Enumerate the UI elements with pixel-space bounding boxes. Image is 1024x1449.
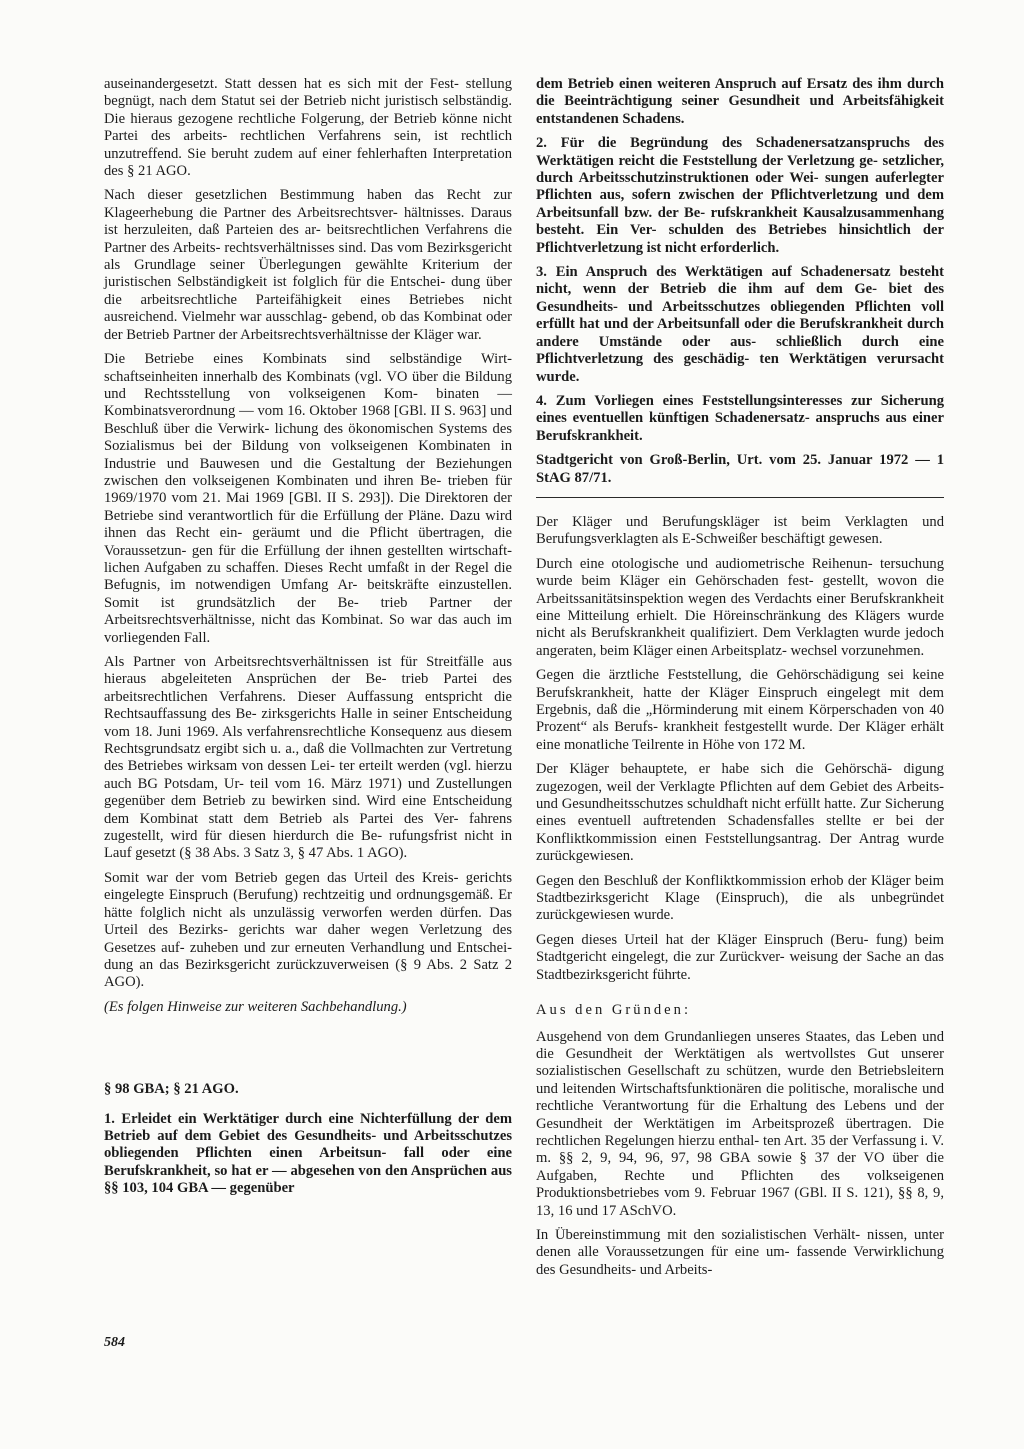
facts-paragraph: Gegen dieses Urteil hat der Kläger Einspruch (Beru- fung) beim Stadtgericht eingelegt, die zur Zurückver- weisung der Sache an das Stadtbezirksgericht führte. (536, 931, 944, 983)
headnote-4: 4. Zum Vorliegen eines Feststellungsinteresses zur Sicherung eines eventuellen künftigen Schadenersatz- anspruchs aus einer Berufskrankheit. (536, 392, 944, 444)
body-paragraph: Nach dieser gesetzlichen Bestimmung haben das Recht zur Klageerhebung die Partner des Arbeitsrechtsver- hältnisses. Daraus ist herzuleiten, daß Parteien des ar- beitsrechtlichen Verfahrens die Partner des Arbeits- rechtsverhältnisses sind. Das vom Bezirksgericht als Grundlage seiner Überlegungen gewählte Kriterium der juristischen Selbständigkeit ist folglich für die Entschei- dung über die arbeitsrechtliche Parteifähigkeit eines Betriebes nicht ausreichend. Vielmehr war ausschlag- gebend, ob das Kombinat oder der Betrieb Partner der Arbeitsrechtsverhältnisse der Kläger war. (104, 187, 512, 343)
facts-paragraph: Gegen den Beschluß der Konfliktkommission erhob der Kläger beim Stadtbezirksgericht Klage (Einspruch), die als unbegründet zurückgewiesen wurde. (536, 872, 944, 924)
headnote-1-continued: dem Betrieb einen weiteren Anspruch auf Ersatz des ihm durch die Beeinträchtigung seiner Gesundheit und Arbeitsfähigkeit entstandenen Schadens. (536, 76, 944, 127)
body-paragraph: Als Partner von Arbeitsrechtsverhältnissen ist für Streitfälle aus hieraus abgeleiteten Ansprüchen der Be- trieb Partei des arbeitsrechtlichen Verfahrens. Dieser Auffassung entspricht die Rechtsauffassung des Be- zirksgerichts Halle in seiner Entscheidung vom 18. Juni 1969. Als verfahrensrechtliche Konsequenz aus diesem Rechtsgrundsatz ergibt sich u. a., daß die Vollmachten zur Vertretung des Betriebes wirksam von dessen Lei- ter erteilt werden (vgl. hierzu auch BG Potsdam, Ur- teil vom 16. März 1971) und Zustellungen gegenüber dem Betrieb zu bewirken sind. Wird eine Entscheidung dem Kombinat statt dem Betrieb als Partei des Ver- fahrens zugestellt, wird für diesen hierdurch die Be- rufungsfrist nicht in Lauf gesetzt (§ 38 Abs. 3 Satz 3, § 47 Abs. 1 AGO). (104, 654, 512, 862)
section-spacer (104, 1023, 512, 1081)
headnote-1: 1. Erleidet ein Werktätiger durch eine Nichterfüllung der dem Betrieb auf dem Gebiet des Gesundheits- und Arbeitsschutzes obliegenden Pflichten einen Arbeitsun- fall oder eine Berufskrankheit, so hat er — abgesehen von den Ansprüchen aus §§ 103, 104 GBA — gegenüber (104, 1110, 512, 1197)
court-citation: Stadtgericht von Groß-Berlin, Urt. vom 25. Januar 1972 — 1 StAG 87/71. (536, 452, 944, 486)
right-column (536, 76, 944, 1286)
section-heading: § 98 GBA; § 21 AGO. (104, 1081, 239, 1098)
body-paragraph: auseinandergesetzt. Statt dessen hat es sich mit der Fest- stellung begnügt, nach dem Statut sei der Betrieb nicht juristisch selbständig. Die hieraus gezogene rechtliche Folgerung, der Betrieb könne nicht Partei des arbeits- rechtlichen Verfahrens sein, ist rechtlich unzutreffend. Sie beruht zudem auf einer fehlerhaften Interpretation des § 21 AGO. (104, 76, 512, 180)
facts-paragraph: Gegen die ärztliche Feststellung, die Gehörschädigung sei keine Berufskrankheit, hatte der Kläger Einspruch eingelegt mit dem Ergebnis, daß die „Hörminderung mit einem Körperschaden von 40 Prozent“ als Berufs- krankheit festgestellt wurde. Der Kläger erhält eine monatliche Teilrente in Höhe von 172 M. (536, 667, 944, 753)
reasons-paragraph: In Übereinstimmung mit den sozialistischen Verhält- nissen, unter denen alle Voraussetzungen für eine um- fassende Verwirklichung des Gesundheits- und Arbeits- (536, 1226, 944, 1278)
facts-paragraph: Der Kläger und Berufungskläger ist beim Verklagten und Berufungsverklagten als E-Schweißer beschäftigt gewesen. (536, 513, 944, 548)
page-number: 584 (104, 1335, 125, 1350)
headnote-2: 2. Für die Begründung des Schadenersatzanspruchs des Werktätigen reicht die Feststellung der Verletzung ge- setzlicher, durch Arbeitsschutzinstruktionen oder Wei- sungen auferlegter Pflichten aus, sofern zwischen der Pflichtverletzung und dem Arbeitsunfall bzw. der Be- rufskrankheit Kausalzusammenhang besteht. Ein Ver- schulden des Betriebes hinsichtlich der Pflichtverletzung ist nicht erforderlich. (536, 135, 944, 256)
left-column (104, 76, 512, 1205)
divider-rule (536, 497, 944, 498)
headnote-3: 3. Ein Anspruch des Werktätigen auf Schadenersatz besteht nicht, wenn der Betrieb die ihm auf dem Ge- biet des Gesundheits- und Arbeitsschutzes obliegenden Pflichten voll erfüllt hat und der Arbeitsunfall oder die Berufskrankheit durch andere Umstände oder aus- schließlich durch eine Pflichtverletzung des geschädig- ten Werktätigen verursacht wurde. (536, 264, 944, 385)
body-paragraph: Somit war der vom Betrieb gegen das Urteil des Kreis- gerichts eingelegte Einspruch (Berufung) rechtzeitig und ordnungsgemäß. Er hätte folglich nicht als unzulässig verworfen werden dürfen. Das Urteil des Bezirks- gerichts war daher wegen Verletzung des Gesetzes auf- zuheben und zur erneuten Verhandlung und Entschei- dung an das Bezirksgericht zurückzuverweisen (§ 9 Abs. 2 Satz 2 AGO). (104, 869, 512, 991)
editorial-note: (Es folgen Hinweise zur weiteren Sachbehandlung.) (104, 998, 407, 1015)
body-paragraph: Die Betriebe eines Kombinats sind selbständige Wirt- schaftseinheiten innerhalb des Kombinats (vgl. VO über die Bildung und Rechtsstellung von volkseigenen Kom- binaten — Kombinatsverordnung — vom 16. Oktober 1968 [GBl. II S. 963] und Beschluß über die Verwirk- lichung des ökonomischen Systems des Sozialismus bei der Bildung von volkseigenen Kombinaten in Industrie und Bauwesen und die Gestaltung der Beziehungen zwischen den volkseigenen Kombinaten und ihren Be- trieben für 1969/1970 vom 21. Mai 1969 [GBl. II S. 293]). Die Direktoren der Betriebe sind verantwortlich für die Erfüllung der Pläne. Dazu wird ihnen das Recht ein- geräumt und die Pflicht übertragen, die Voraussetzun- gen für die Erfüllung der ihnen gestellten wirtschaft- lichen Aufgaben zu schaffen. Dieses Recht umfaßt in der Regel die Befugnis, im notwendigen Umfang Ar- beitskräfte einzustellen. Somit ist grundsätzlich der Be- trieb Partner der Arbeitsrechtsverhältnisse, nicht das Kombinat. So war das auch im vorliegenden Fall. (104, 351, 512, 646)
reasons-paragraph: Ausgehend von dem Grundanliegen unseres Staates, das Leben und die Gesundheit der Werktätigen als wertvollstes Gut unserer sozialistischen Gesellschaft zu schützen, wurde den Betriebsleitern und leitenden Wirtschaftsfunktionären die politische, moralische und rechtliche Verantwortung für die Erhaltung des Lebens und der Gesundheit der Werktätigen im Arbeitsprozeß übertragen. Die rechtlichen Regelungen hierzu enthal- ten Art. 35 der Verfassung i. V. m. §§ 2, 9, 94, 96, 97, 98 GBA sowie § 37 der VO über die Aufgaben, Rechte und Pflichten des volkseigenen Produktionsbetriebes vom 9. Februar 1967 (GBl. II S. 121), §§ 8, 9, 13, 16 und 17 ASchVO. (536, 1028, 944, 1219)
facts-paragraph: Durch eine otologische und audiometrische Reihenun- tersuchung wurde beim Kläger ein Gehörschaden fest- gestellt, wovon die Arbeitssanitätsinspektion wegen des Verdachts einer Berufskrankheit eine Mitteilung erhielt. Die Höreinschränkung des Klägers wurde nicht als Berufskrankheit qualifiziert. Dem Verklagten wurde jedoch angeraten, beim Kläger einen Arbeitsplatz- wechsel vorzunehmen. (536, 555, 944, 659)
reasons-heading: Aus den Gründen: (536, 1002, 692, 1019)
facts-paragraph: Der Kläger behauptete, er habe sich die Gehörschä- digung zugezogen, weil der Verklagte Pflichten auf dem Gebiet des Arbeits- und Gesundheitsschutzes schuldhaft nicht erfüllt hatte. Zur Sicherung eines eventuell auftretenden Schadensfalles stellte er bei der Konfliktkommission einen Feststellungsantrag. Der Antrag wurde zurückgewiesen. (536, 761, 944, 865)
